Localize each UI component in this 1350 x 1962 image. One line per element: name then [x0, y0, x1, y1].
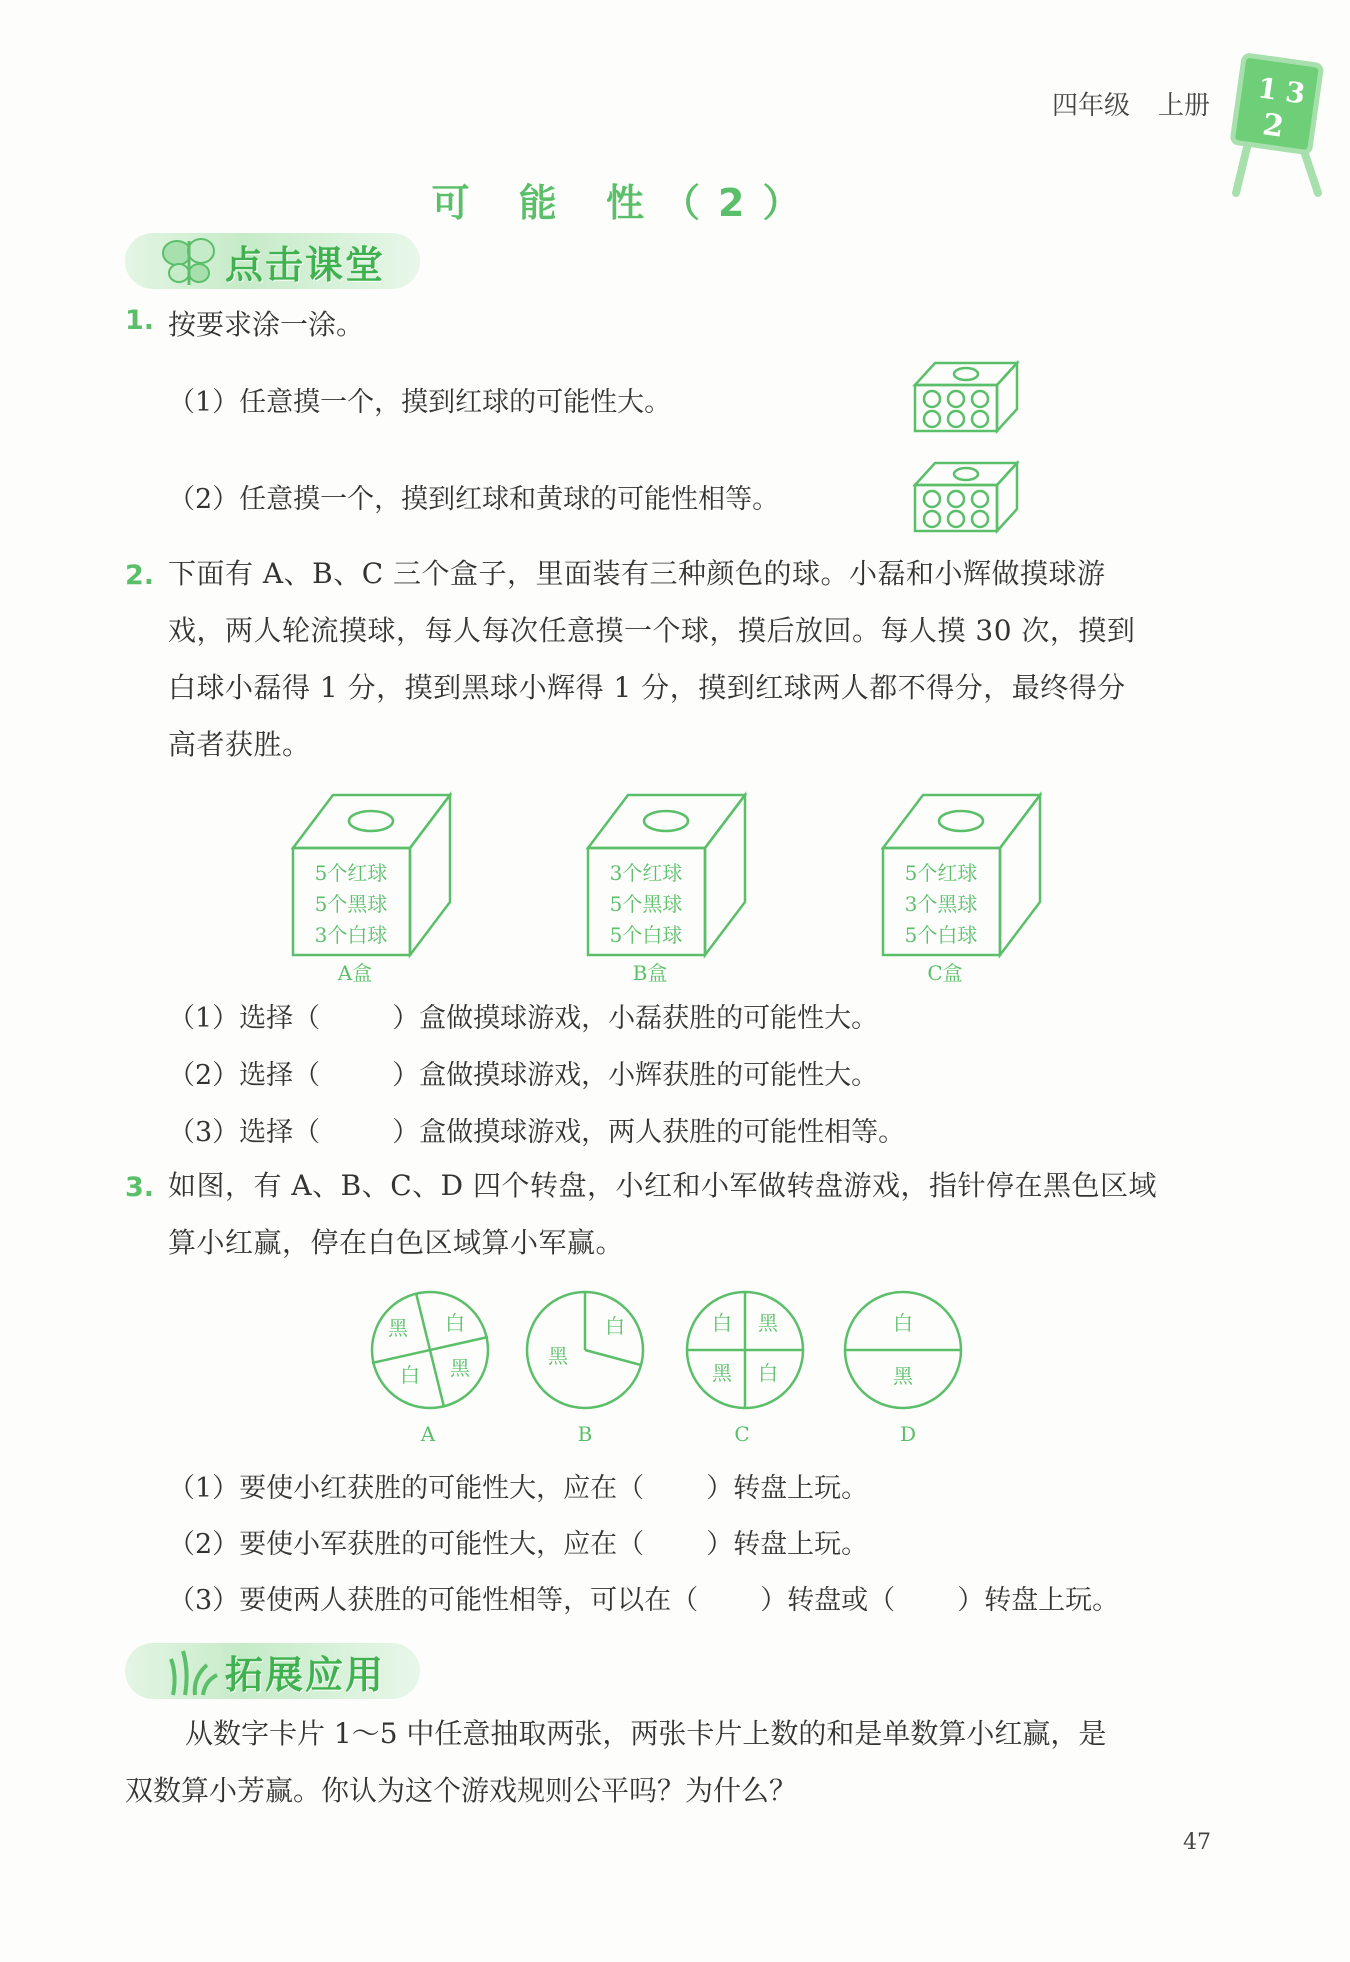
svg-text:C: C [734, 1422, 750, 1446]
section-title: 点击课堂 [225, 242, 386, 287]
q3-number: 3. [125, 1172, 155, 1203]
q2-number: 2. [125, 560, 155, 591]
extension-text [125, 1705, 1225, 1819]
q3-part-3: （3）要使两人获胜的可能性相等，可以在（ ）转盘或（ ）转盘上玩。 [168, 1585, 1120, 1616]
q1-text: 按要求涂一涂。 [168, 308, 365, 341]
q2-line: 戏，两人轮流摸球，每人每次任意摸一个球，摸后放回。每人摸 30 次，摸到 [168, 614, 1136, 647]
box-c-label: C盒 [927, 961, 963, 985]
box-b [580, 790, 760, 990]
q1-ball-box-1 [905, 355, 1025, 435]
box-c [875, 790, 1055, 990]
grade-label: 四年级 [1052, 91, 1131, 121]
svg-text:B: B [577, 1422, 593, 1446]
svg-text:白: 白 [758, 1361, 778, 1385]
q3-line: 算小红赢，停在白色区域算小军赢。 [168, 1226, 625, 1259]
box-a [285, 790, 465, 990]
box-a-white: 3个白球 [314, 923, 388, 947]
page-header [1052, 85, 1238, 122]
extension-line: 从数字卡片 1～5 中任意抽取两张，两张卡片上数的和是单数算小红赢，是 [185, 1717, 1107, 1750]
q2-part-1: （1）选择（ ）盒做摸球游戏，小磊获胜的可能性大。 [168, 1003, 879, 1034]
svg-text:黑: 黑 [548, 1344, 568, 1368]
section-classroom [125, 233, 386, 289]
q3-text [168, 1157, 1218, 1271]
page-title: 可 能 性（2） [431, 181, 819, 225]
ball-slot [924, 391, 940, 407]
page-number: 47 [1183, 1830, 1211, 1855]
q2-text [168, 545, 1218, 773]
svg-text:白: 白 [445, 1311, 465, 1335]
svg-text:3: 3 [1283, 75, 1308, 111]
svg-text:白: 白 [605, 1314, 625, 1338]
q3-line: 如图，有 A、B、C、D 四个转盘，小红和小军做转盘游戏，指针停在黑色区域 [168, 1169, 1157, 1202]
box-b-white: 5个白球 [609, 923, 683, 947]
svg-text:黑: 黑 [712, 1361, 732, 1385]
box-c-black: 3个黑球 [904, 892, 978, 916]
q2-line: 高者获胜。 [168, 728, 311, 761]
svg-text:黑: 黑 [758, 1311, 778, 1335]
q2-line: 下面有 A、B、C 三个盒子，里面装有三种颜色的球。小磊和小辉做摸球游 [168, 557, 1106, 590]
svg-text:白: 白 [712, 1311, 732, 1335]
q1-part-1: （1）任意摸一个，摸到红球的可能性大。 [168, 387, 672, 418]
box-a-red: 5个红球 [314, 861, 388, 885]
svg-text:黑: 黑 [893, 1364, 913, 1388]
svg-text:1: 1 [1255, 71, 1280, 107]
box-b-black: 5个黑球 [609, 892, 683, 916]
section-title: 拓展应用 [225, 1652, 386, 1697]
q1-number: 1. [125, 305, 155, 336]
volume-label: 上册 [1158, 91, 1211, 121]
svg-text:黑: 黑 [450, 1356, 470, 1380]
box-a-label: A盒 [337, 961, 373, 985]
box-b-label: B盒 [632, 961, 668, 985]
svg-text:白: 白 [893, 1311, 913, 1335]
extension-line: 双数算小芳赢。你认为这个游戏规则公平吗？为什么？ [125, 1774, 798, 1807]
q3-part-1: （1）要使小红获胜的可能性大，应在（ ）转盘上玩。 [168, 1473, 869, 1504]
spinners [360, 1285, 980, 1455]
box-c-red: 5个红球 [904, 861, 978, 885]
svg-text:白: 白 [400, 1363, 420, 1387]
svg-text:D: D [899, 1422, 917, 1446]
section-extension [125, 1643, 386, 1699]
q2-line: 白球小磊得 1 分，摸到黑球小辉得 1 分，摸到红球两人都不得分，最终得分 [168, 671, 1126, 704]
q2-part-3: （3）选择（ ）盒做摸球游戏，两人获胜的可能性相等。 [168, 1117, 906, 1148]
svg-text:2: 2 [1260, 107, 1286, 145]
svg-text:黑: 黑 [388, 1316, 408, 1340]
butterfly-icon [155, 227, 225, 297]
box-c-white: 5个白球 [904, 923, 978, 947]
svg-text:A: A [420, 1422, 436, 1446]
box-b-red: 3个红球 [609, 861, 683, 885]
box-a-black: 5个黑球 [314, 892, 388, 916]
q3-part-2: （2）要使小军获胜的可能性大，应在（ ）转盘上玩。 [168, 1529, 869, 1560]
q1-part-2: （2）任意摸一个，摸到红球和黄球的可能性相等。 [168, 484, 780, 515]
grass-icon [163, 1645, 223, 1699]
q1-ball-box-2 [905, 455, 1025, 535]
q2-part-2: （2）选择（ ）盒做摸球游戏，小辉获胜的可能性大。 [168, 1060, 879, 1091]
